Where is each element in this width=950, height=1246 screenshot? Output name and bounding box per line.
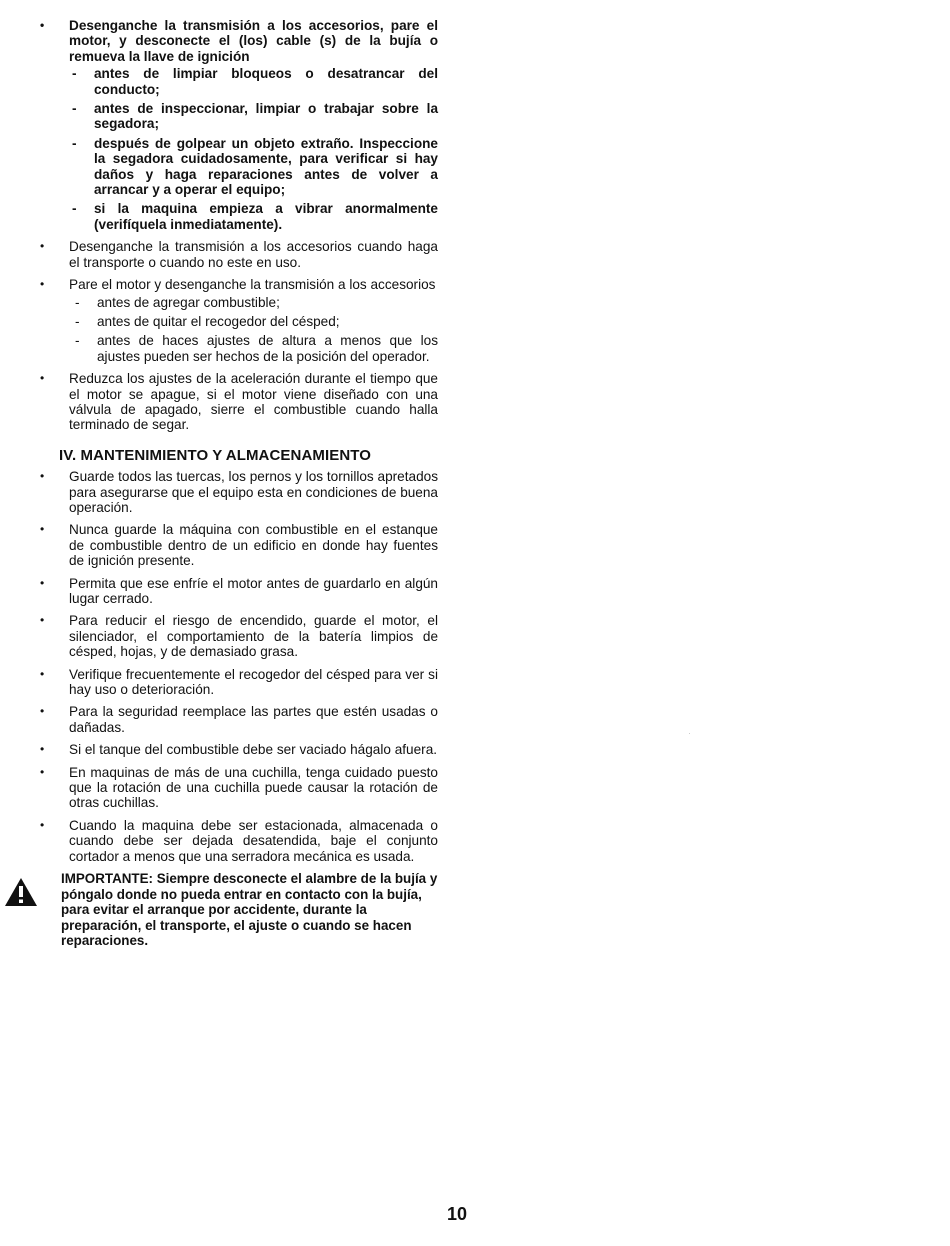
list-item: • Verifique frecuentemente el recogedor del césped para ver si hay uso o deterioración. — [38, 667, 438, 698]
page-number: 10 — [447, 1204, 468, 1224]
sub-list-item: - antes de limpiar bloqueos o desatrancar del conducto; — [69, 66, 438, 97]
list-item: • Si el tanque del combustible debe ser vaciado hágalo afuera. — [38, 742, 438, 757]
list-item: • Pare el motor y desenganche la transmisión a los accesorios - antes de agregar combustible; - antes de quitar el recogedor del césped; - antes de haces ajustes de altura a menos que los ajustes pueden ser hechos de la posición del operador. — [38, 277, 438, 364]
sub-list-item: - antes de agregar combustible; — [69, 295, 438, 310]
list-item: • Permita que ese enfríe el motor antes de guardarlo en algún lugar cerrado. — [38, 576, 438, 607]
list-item: • Desenganche la transmisión a los accesorios, pare el motor, y desconecte el (los) cable (s) de la bujía o remueva la llave de ignición - antes de limpiar bloqueos o desatrancar del conducto; - antes de inspeccionar, limpiar o trabajar sobre la segadora; - después de golpear un objeto extraño. Inspeccione la segadora cuidadosamente, para verificar si hay daños y haga reparaciones antes de volver a arrancar y a operar el equipo; - si la maquina empieza a vibrar anormalmente (verifíquela inmediatamente). — [38, 18, 438, 232]
list-item: • Para reducir el riesgo de encendido, guarde el motor, el silenciador, el comportamiento de la batería limpios de césped, hojas, y de demasiado grasa. — [38, 613, 438, 659]
sub-list-item: - antes de quitar el recogedor del césped; — [69, 314, 438, 329]
sub-list — [69, 295, 438, 365]
list-item: • Guarde todos las tuercas, los pernos y los tornillos apretados para asegurarse que el equipo esta en condiciones de buena operación. — [38, 469, 438, 515]
list-item: • Cuando la maquina debe ser estacionada, almacenada o cuando debe ser dejada desatendida, baje el conjunto cortador a menos que una serradora mecánica es usada. — [38, 818, 438, 864]
sub-list-item: - antes de inspeccionar, limpiar o trabajar sobre la segadora; — [69, 101, 438, 132]
text-column — [38, 18, 438, 949]
section-heading: IV. MANTENIMIENTO Y ALMACENAMIENTO — [59, 446, 372, 464]
sub-list-item: - si la maquina empieza a vibrar anormalmente (verifíquela inmediatamente). — [69, 201, 438, 232]
warning-icon — [4, 877, 38, 907]
list-item: • Para la seguridad reemplace las partes que estén usadas o dañadas. — [38, 704, 438, 735]
sub-list-item: - antes de haces ajustes de altura a menos que los ajustes pueden ser hechos de la posición del operador. — [69, 333, 438, 364]
important-text: IMPORTANTE: Siempre desconecte el alambre de la bujía y póngalo donde no pueda entrar en contacto con la bujía, para evitar el arranque por accidente, durante la preparación, el transporte, el ajuste o cuando se hacen reparaciones. — [61, 871, 438, 949]
list-item: • Desenganche la transmisión a los accesorios cuando haga el transporte o cuando no este en uso. — [38, 239, 438, 270]
scan-speck — [689, 733, 690, 734]
list-item: • Reduzca los ajustes de la aceleración durante el tiempo que el motor se apague, si el motor viene diseñado con una válvula de apagado, sierre el combustible cuando halla terminado de segar. — [38, 371, 438, 433]
important-notice — [38, 871, 438, 949]
sub-list — [69, 66, 438, 232]
list-item: • En maquinas de más de una cuchilla, tenga cuidado puesto que la rotación de una cuchilla puede causar la rotación de otras cuchillas. — [38, 765, 438, 811]
list-item: • Nunca guarde la máquina con combustible en el estanque de combustible dentro de un edificio en donde hay fuentes de ignición presente. — [38, 522, 438, 568]
sub-list-item: - después de golpear un objeto extraño. Inspeccione la segadora cuidadosamente, para verificar si hay daños y haga reparaciones antes de volver a arrancar y a operar el equipo; — [69, 136, 438, 198]
